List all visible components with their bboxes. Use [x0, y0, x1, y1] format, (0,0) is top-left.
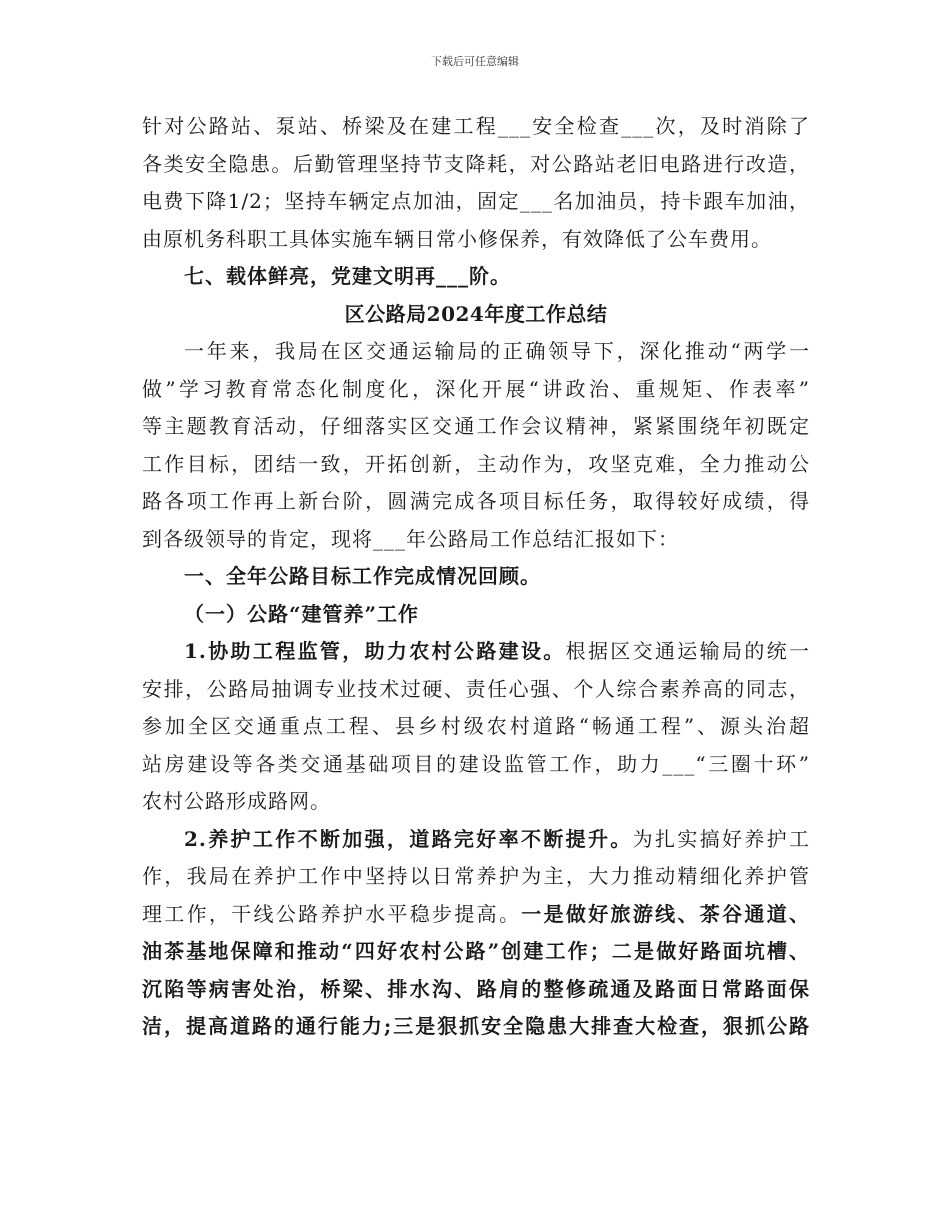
text-line: 七、载体鲜亮，党建文明再___阶。: [184, 264, 511, 288]
text-line: 电费下降1/2；坚持车辆定点加油，固定___名加油员，持卡跟车加油，: [142, 189, 810, 213]
text-segment: 理工作，干线公路养护水平稳步提高。: [142, 901, 522, 926]
text-line: 针对公路站、泵站、桥梁及在建工程___安全检查___次，及时消除了: [142, 114, 810, 138]
text-line: 作，我局在养护工作中坚持以日常养护为主，大力推动精细化养护管: [142, 864, 810, 888]
text-line: [142, 633, 810, 671]
text-line: 一年来，我局在区交通运输局的正确领导下，深化推动“两学一: [184, 339, 810, 363]
text-line: 农村公路形成路网。: [142, 789, 331, 813]
text-line: 做”学习教育常态化制度化，深化开展“讲政治、重规矩、作表率”: [142, 376, 810, 401]
text-line: 等主题教育活动，仔细落实区交通工作会议精神，紧紧围绕年初既定: [142, 414, 810, 438]
text-line: 安排，公路局抽调专业技术过硬、责任心强、个人综合素养高的同志，: [142, 676, 810, 701]
text-line: 参加全区交通重点工程、县乡村级农村道路“畅通工程”、源头治超: [142, 714, 810, 738]
text-line: 各类安全隐患。后勤管理坚持节支降耗，对公路站老旧电路进行改造，: [142, 151, 810, 176]
text-line: 路各项工作再上新台阶，圆满完成各项目标任务，取得较好成绩，得: [142, 489, 810, 513]
text-segment: 为扎实搞好养护工: [632, 826, 810, 851]
text-line: [142, 896, 810, 934]
text-line: 工作目标，团结一致，开拓创新，主动作为，攻坚克难，全力推动公: [142, 451, 810, 476]
document-body: [142, 108, 810, 1046]
text-segment: 1.协助工程监管，助力农村公路建设。: [184, 639, 566, 663]
text-line: [142, 821, 810, 859]
text-line: 沉陷等病害处治，桥梁、排水沟、路肩的整修疏通及路面日常路面保: [142, 976, 810, 1001]
text-line: 站房建设等各类交通基础项目的建设监管工作，助力___“三圈十环”: [142, 751, 810, 776]
text-line: 到各级领导的肯定，现将___年公路局工作总结汇报如下：: [142, 526, 679, 551]
text-segment: 根据区交通运输局的统一: [565, 639, 810, 663]
text-line: 洁，提高道路的通行能力;三是狠抓安全隐患大排查大检查，狠抓公路: [142, 1014, 810, 1038]
text-line: （一）公路“建管养”工作: [184, 601, 420, 626]
header-note: 下载后可任意编辑: [431, 55, 519, 68]
text-line: 一、全年公路目标工作完成情况回顾。: [184, 564, 541, 588]
text-line: 油茶基地保障和推动“四好农村公路”创建工作；二是做好路面坑槽、: [142, 939, 810, 963]
text-segment: 一是做好旅游线、茶谷通道、: [521, 901, 810, 926]
text-line: 由原机务科职工具体实施车辆日常小修保养，有效降低了公车费用。: [142, 226, 772, 251]
text-segment: 2.养护工作不断加强，道路完好率不断提升。: [184, 826, 633, 851]
document-title: 区公路局2024年度工作总结: [344, 301, 608, 326]
